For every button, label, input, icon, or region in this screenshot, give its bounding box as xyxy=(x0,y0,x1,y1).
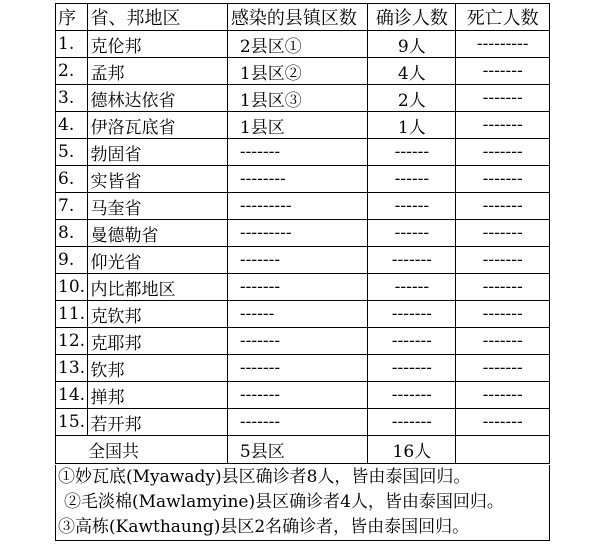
row-towns: ------- xyxy=(227,328,367,355)
footnote-1: ①妙瓦底(Myawady)县区确诊者8人，皆由泰国回归。 xyxy=(58,467,471,487)
header-towns: 感染的县镇区数 xyxy=(227,4,367,31)
row-province: 仰光省 xyxy=(87,247,227,274)
row-confirmed: ------- xyxy=(368,328,456,355)
total-row xyxy=(56,436,550,464)
header-index: 序 xyxy=(56,4,88,31)
table-row xyxy=(56,112,550,139)
row-towns: ------ xyxy=(227,301,367,328)
header-confirmed: 确诊人数 xyxy=(368,4,456,31)
row-province: 马奎省 xyxy=(87,193,227,220)
row-index: 6. xyxy=(56,166,88,193)
row-towns: ------- xyxy=(227,409,367,436)
row-index: 9. xyxy=(56,247,88,274)
header-deaths: 死亡人数 xyxy=(456,4,550,31)
row-index: 13. xyxy=(56,355,88,382)
row-deaths: ------- xyxy=(456,409,550,436)
table-row xyxy=(56,382,550,409)
row-deaths: ------- xyxy=(456,328,550,355)
row-towns: 1县区② xyxy=(227,58,367,85)
row-deaths: ------- xyxy=(456,382,550,409)
row-confirmed: ------- xyxy=(368,409,456,436)
row-deaths: ------- xyxy=(456,85,550,112)
row-confirmed: 9人 xyxy=(368,31,456,58)
table-row xyxy=(56,355,550,382)
row-towns: 1县区③ xyxy=(227,85,367,112)
row-index: 11. xyxy=(56,301,88,328)
row-deaths: ------- xyxy=(456,247,550,274)
row-towns: ------- xyxy=(227,139,367,166)
row-towns: --------- xyxy=(227,220,367,247)
row-province: 克钦邦 xyxy=(87,301,227,328)
row-towns: 1县区 xyxy=(227,112,367,139)
table-row xyxy=(56,58,550,85)
row-index: 1. xyxy=(56,31,88,58)
row-confirmed: ------ xyxy=(368,274,456,301)
table-row xyxy=(56,166,550,193)
table-row xyxy=(56,139,550,166)
row-province: 曼德勒省 xyxy=(87,220,227,247)
footnote-2: ②毛淡棉(Mawlamyine)县区确诊者4人，皆由泰国回归。 xyxy=(64,492,504,512)
table-row xyxy=(56,409,550,436)
row-index: 3. xyxy=(56,85,88,112)
row-deaths: ------- xyxy=(456,193,550,220)
row-province: 伊洛瓦底省 xyxy=(87,112,227,139)
row-confirmed: ------ xyxy=(368,166,456,193)
row-confirmed: ------- xyxy=(368,247,456,274)
row-province: 孟邦 xyxy=(87,58,227,85)
row-index: 15. xyxy=(56,409,88,436)
table-row xyxy=(56,193,550,220)
row-province: 实皆省 xyxy=(87,166,227,193)
total-label: 全国共 xyxy=(56,436,228,464)
row-province: 克伦邦 xyxy=(87,31,227,58)
row-deaths: ------- xyxy=(456,112,550,139)
row-province: 勃固省 xyxy=(87,139,227,166)
row-towns: ------- xyxy=(227,247,367,274)
row-deaths: ------- xyxy=(456,301,550,328)
row-confirmed: 4人 xyxy=(368,58,456,85)
table-header-row xyxy=(56,4,550,31)
row-deaths: ------- xyxy=(456,220,550,247)
row-index: 14. xyxy=(56,382,88,409)
table-row xyxy=(56,220,550,247)
table-row xyxy=(56,274,550,301)
row-confirmed: 1人 xyxy=(368,112,456,139)
row-province: 克耶邦 xyxy=(87,328,227,355)
table-row xyxy=(56,31,550,58)
row-confirmed: ------- xyxy=(368,355,456,382)
row-confirmed: ------ xyxy=(368,220,456,247)
row-towns: ------- xyxy=(227,382,367,409)
covid-cases-table xyxy=(55,3,550,464)
header-province: 省、邦地区 xyxy=(87,4,227,31)
row-confirmed: ------- xyxy=(368,301,456,328)
row-confirmed: 2人 xyxy=(368,85,456,112)
row-towns: -------- xyxy=(227,166,367,193)
row-towns: --------- xyxy=(227,193,367,220)
row-index: 4. xyxy=(56,112,88,139)
row-towns: ------- xyxy=(227,355,367,382)
row-province: 掸邦 xyxy=(87,382,227,409)
row-province: 德林达依省 xyxy=(87,85,227,112)
footnote-3: ③高栋(Kawthaung)县区2名确诊者，皆由泰国回归。 xyxy=(58,517,470,537)
row-index: 10. xyxy=(56,274,88,301)
row-deaths: ------- xyxy=(456,274,550,301)
row-province: 内比都地区 xyxy=(87,274,227,301)
total-towns: 5县区 xyxy=(227,436,367,464)
row-index: 8. xyxy=(56,220,88,247)
row-index: 5. xyxy=(56,139,88,166)
row-index: 2. xyxy=(56,58,88,85)
row-towns: 2县区① xyxy=(227,31,367,58)
row-deaths: --------- xyxy=(456,31,550,58)
footnotes-box xyxy=(55,465,550,541)
row-towns: ------- xyxy=(227,274,367,301)
total-confirmed: 16人 xyxy=(368,436,456,464)
row-deaths: ------- xyxy=(456,139,550,166)
row-deaths: ------- xyxy=(456,58,550,85)
row-confirmed: ------- xyxy=(368,382,456,409)
row-deaths: ------- xyxy=(456,355,550,382)
row-deaths: ------- xyxy=(456,166,550,193)
table-row xyxy=(56,301,550,328)
row-confirmed: ------ xyxy=(368,139,456,166)
table-body xyxy=(56,31,550,436)
row-province: 钦邦 xyxy=(87,355,227,382)
total-deaths xyxy=(456,436,550,464)
row-confirmed: ------ xyxy=(368,193,456,220)
row-province: 若开邦 xyxy=(87,409,227,436)
row-index: 12. xyxy=(56,328,88,355)
row-index: 7. xyxy=(56,193,88,220)
table-row xyxy=(56,328,550,355)
table-row xyxy=(56,85,550,112)
table-row xyxy=(56,247,550,274)
